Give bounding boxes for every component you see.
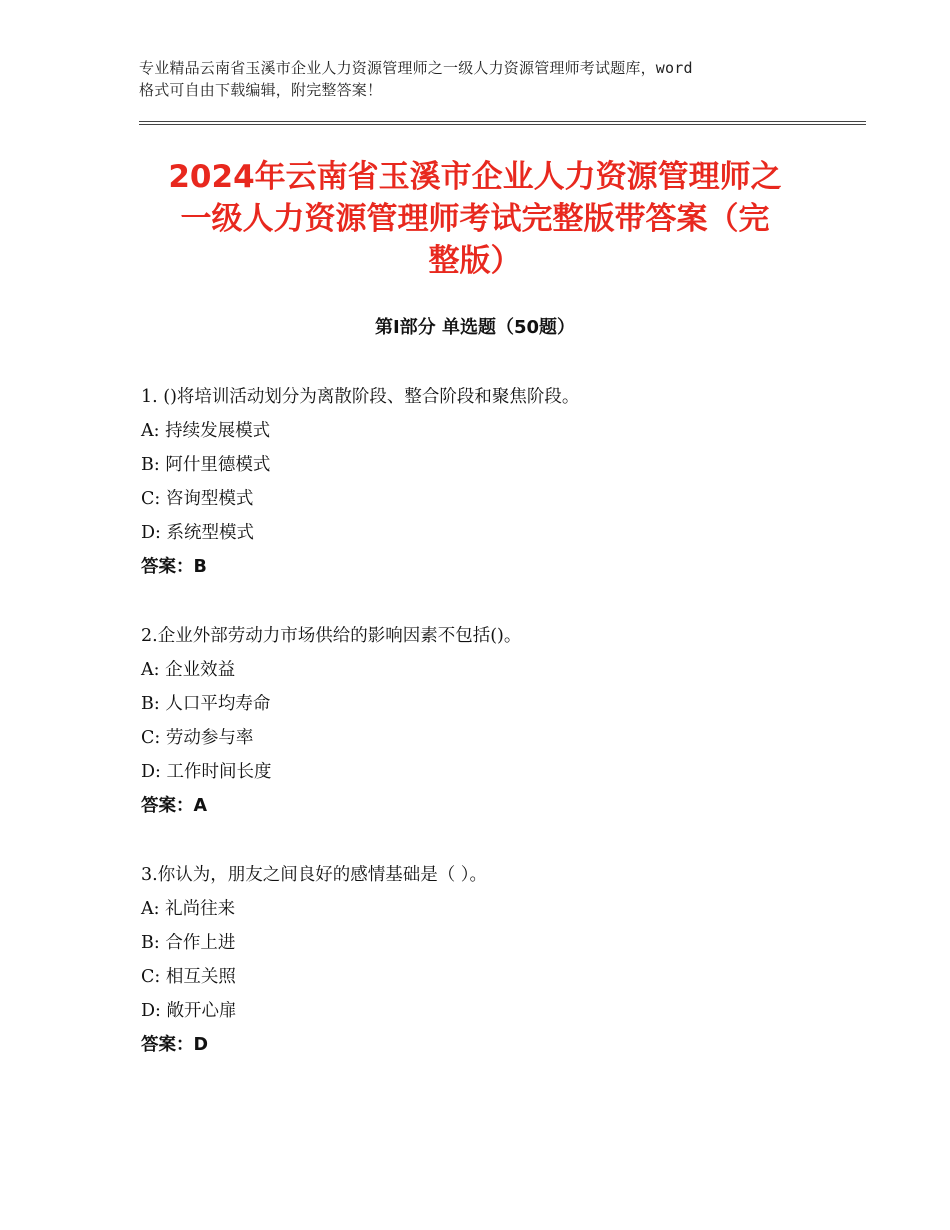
option-a: A: 持续发展模式 xyxy=(141,421,271,441)
title-line-1: 2024年云南省玉溪市企业人力资源管理师之 xyxy=(168,159,782,195)
header-divider xyxy=(139,121,866,125)
question-2 xyxy=(141,619,861,823)
option-c: C: 咨询型模式 xyxy=(141,489,254,509)
question-1 xyxy=(141,380,861,584)
answer-label: 答案：A xyxy=(141,796,208,816)
answer-label: 答案：D xyxy=(141,1035,209,1055)
option-c: C: 劳动参与率 xyxy=(141,728,254,748)
option-a: A: 礼尚往来 xyxy=(141,899,236,919)
option-a: A: 企业效益 xyxy=(141,660,236,680)
option-c: C: 相互关照 xyxy=(141,967,236,987)
answer-label: 答案：B xyxy=(141,557,207,577)
header-note-line-1: 专业精品云南省玉溪市企业人力资源管理师之一级人力资源管理师考试题库，word xyxy=(139,59,693,77)
option-b: B: 阿什里德模式 xyxy=(141,455,271,475)
option-d: D: 敞开心扉 xyxy=(141,1001,237,1021)
option-b: B: 合作上进 xyxy=(141,933,236,953)
title-line-2: 一级人力资源管理师考试完整版带答案（完 xyxy=(180,201,770,237)
header-note-line-2: 格式可自由下载编辑，附完整答案！ xyxy=(139,81,383,99)
section-title: 第Ⅰ部分 单选题（50题） xyxy=(374,317,575,338)
header-note xyxy=(139,57,829,101)
option-d: D: 系统型模式 xyxy=(141,523,254,543)
option-d: D: 工作时间长度 xyxy=(141,762,272,782)
question-stem: 1. ()将培训活动划分为离散阶段、整合阶段和聚焦阶段。 xyxy=(141,387,580,407)
question-stem: 2.企业外部劳动力市场供给的影响因素不包括()。 xyxy=(141,626,522,646)
question-stem: 3.你认为，朋友之间良好的感情基础是（ ）。 xyxy=(141,865,488,885)
option-b: B: 人口平均寿命 xyxy=(141,694,271,714)
title-line-3: 整版） xyxy=(428,243,522,279)
question-3 xyxy=(141,858,861,1062)
document-title xyxy=(120,156,830,282)
